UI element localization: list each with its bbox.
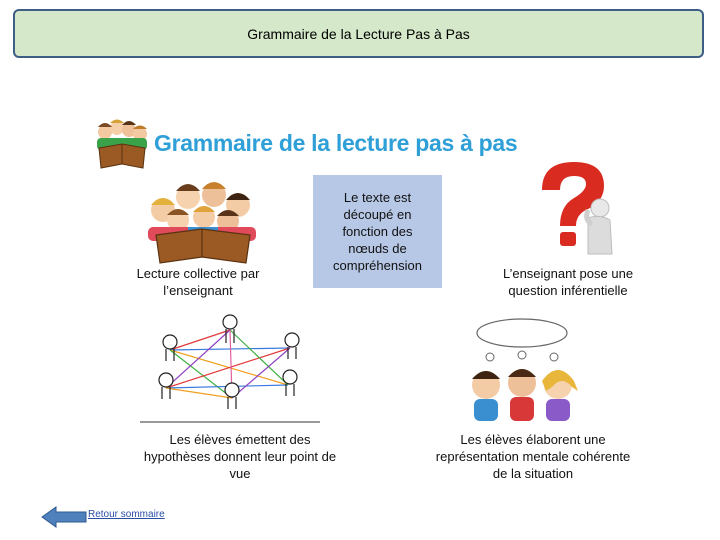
caption-representation-line-1: Les élèves élaborent une <box>460 432 606 447</box>
caption-hypotheses-line-1: Les élèves émettent des <box>169 432 311 447</box>
students-network-illustration <box>140 310 320 425</box>
box-line-3: fonction des <box>342 224 413 239</box>
caption-reading-line-2: l’enseignant <box>163 283 233 298</box>
caption-hypotheses-line-2: hypothèses donnent leur point de <box>143 449 337 464</box>
caption-reading-line-1: Lecture collective par <box>136 266 260 281</box>
header-title-bar <box>13 9 704 58</box>
box-line-4: nœuds de <box>348 241 407 256</box>
kids-reading-small-icon <box>93 118 151 174</box>
caption-representation-line-2: représentation mentale cohérente <box>435 449 631 464</box>
caption-question-line-1: L’enseignant pose une <box>502 266 634 281</box>
caption-hypotheses <box>126 431 354 482</box>
thinking-kids-illustration <box>462 315 582 425</box>
kids-reading-illustration <box>138 175 268 265</box>
caption-question <box>486 265 650 299</box>
caption-representation-line-3: de la situation <box>492 466 574 481</box>
box-line-2: découpé en <box>343 207 412 222</box>
caption-question-line-2: question inférentielle <box>508 283 628 298</box>
text-division-box <box>313 175 442 288</box>
box-line-5: compréhension <box>333 258 422 273</box>
slide-title: Grammaire de la lecture pas à pas <box>154 130 518 156</box>
caption-representation <box>422 431 644 482</box>
left-arrow-icon[interactable] <box>40 505 88 529</box>
question-mark-icon <box>522 160 632 260</box>
caption-hypotheses-line-3: vue <box>229 466 251 481</box>
caption-reading <box>118 265 278 299</box>
box-line-1: Le texte est <box>343 190 412 205</box>
back-to-summary-link[interactable]: Retour sommaire <box>88 509 165 520</box>
header-title: Grammaire de la Lecture Pas à Pas <box>247 25 470 42</box>
